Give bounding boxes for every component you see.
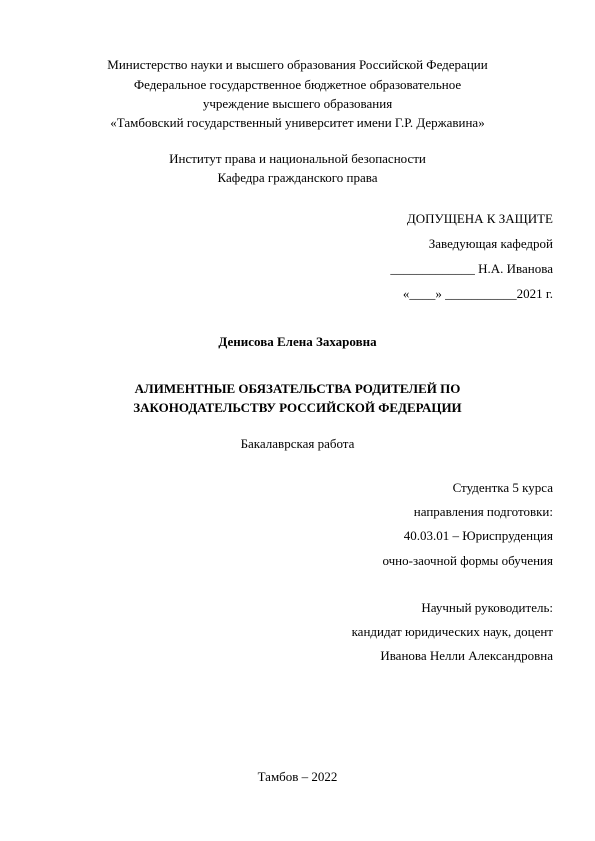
direction-label: направления подготовки:	[413, 504, 553, 519]
ministry-line: Министерство науки и высшего образования Российской Федерации	[107, 57, 488, 72]
approval-position: Заведующая кафедрой	[428, 236, 553, 251]
university-name: «Тамбовский государственный университет имени Г.Р. Державина»	[110, 115, 485, 130]
department-name: Кафедра гражданского права	[217, 170, 378, 185]
work-title-line-1: АЛИМЕНТНЫЕ ОБЯЗАТЕЛЬСТВА РОДИТЕЛЕЙ ПО	[134, 381, 461, 396]
university-type-line-2: учреждение высшего образования	[202, 96, 393, 111]
approval-date: «____» ___________2021 г.	[402, 286, 553, 301]
supervisor-degree: кандидат юридических наук, доцент	[351, 624, 553, 639]
university-type-line: Федеральное государственное бюджетное образовательное	[133, 77, 462, 92]
student-course: Студентка 5 курса	[452, 480, 553, 495]
approval-signature: _____________ Н.А. Иванова	[390, 261, 553, 276]
work-type: Бакалаврская работа	[240, 436, 355, 451]
author-name: Денисова Елена Захаровна	[218, 334, 377, 349]
institute-name: Институт права и национальной безопасности	[169, 151, 426, 166]
supervisor-label: Научный руководитель:	[421, 600, 553, 615]
supervisor-name: Иванова Нелли Александровна	[380, 648, 553, 663]
direction-code: 40.03.01 – Юриспруденция	[403, 528, 553, 543]
study-form: очно-заочной формы обучения	[382, 553, 553, 568]
city-year: Тамбов – 2022	[257, 769, 338, 784]
approval-title: ДОПУЩЕНА К ЗАЩИТЕ	[406, 211, 553, 226]
work-title-line-2: ЗАКОНОДАТЕЛЬСТВУ РОССИЙСКОЙ ФЕДЕРАЦИИ	[133, 400, 462, 415]
